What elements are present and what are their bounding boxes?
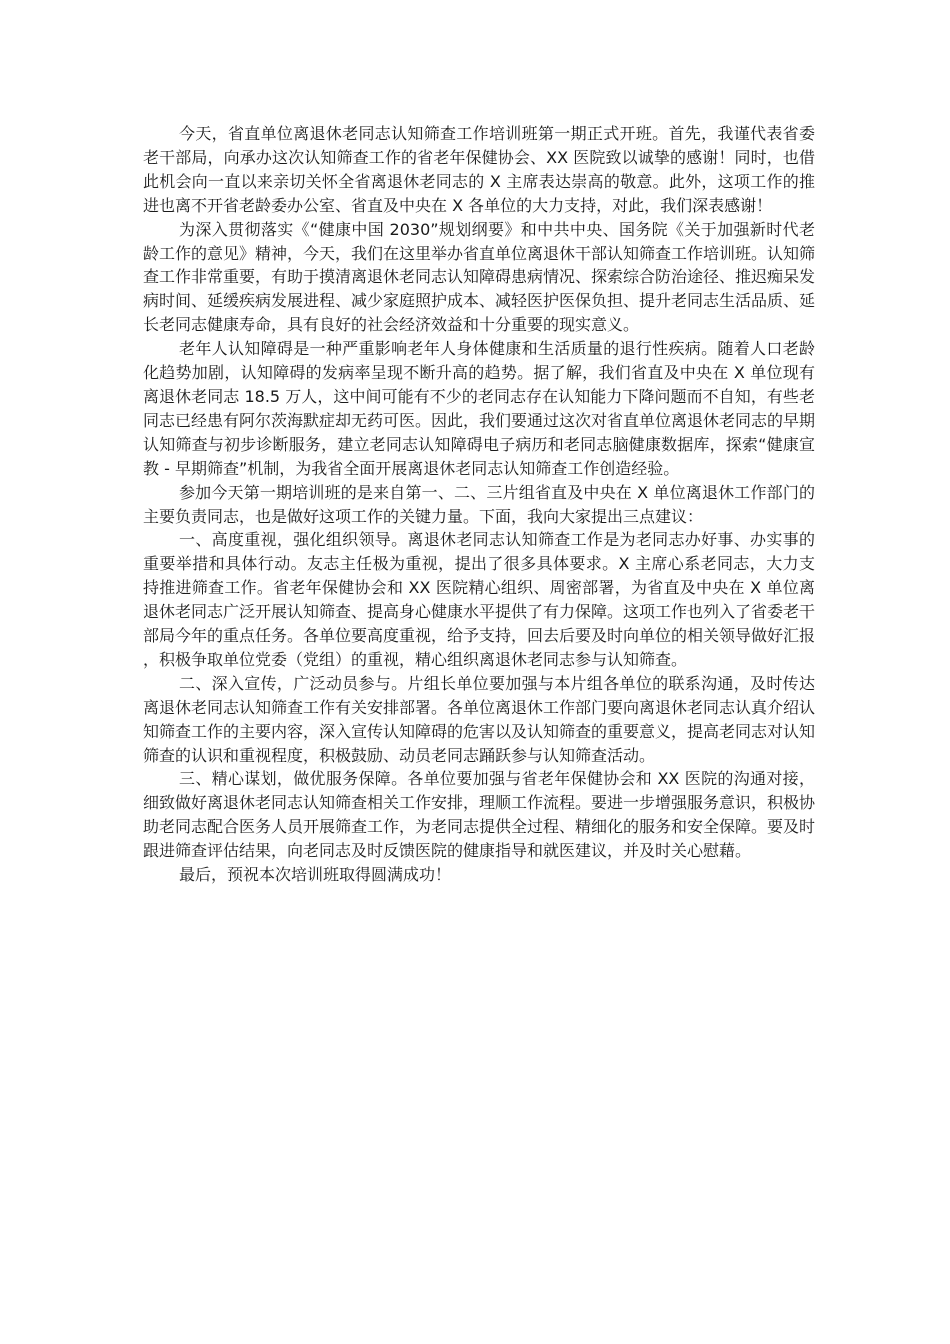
paragraph-suggestion-two: 二、深入宣传，广泛动员参与。片组长单位要加强与本片组各单位的联系沟通，及时传达离退休老同志认知筛查工作有关安排部署。各单位离退休工作部门要向离退休老同志认真介绍认知筛查工作的主要内容，深入宣传认知障碍的危害以及认知筛查的重要意义，提高老同志对认知筛查的认识和重视程度，积极鼓励、动员老同志踊跃参与认知筛查活动。: [143, 673, 816, 765]
paragraph-participants: 参加今天第一期培训班的是来自第一、二、三片组省直及中央在 X 单位离退休工作部门的主要负责同志，也是做好这项工作的关键力量。下面，我向大家提出三点建议：: [143, 482, 815, 526]
paragraph-closing: 最后，预祝本次培训班取得圆满成功！: [179, 865, 452, 885]
paragraph-background: 老年人认知障碍是一种严重影响老年人身体健康和生活质量的退行性疾病。随着人口老龄化趋势加剧，认知障碍的发病率呈现不断升高的趋势。据了解，我们省直及中央在 X 单位现有离退休老同志 18.5 万人，这中间可能有不少的老同志存在认知能力下降问题而不自知，有些老同志已经患有阿尔茨海默症却无药可医。因此，我们要通过这次对省直单位离退休老同志的早期认知筛查与初步诊断服务，建立老同志认知障碍电子病历和老同志脑健康数据库，探索“健康宣教 - 早期筛查”机制，为我省全面开展离退休老同志认知筛查工作创造经验。: [143, 339, 816, 478]
paragraph-suggestion-one: 一、高度重视，强化组织领导。离退休老同志认知筛查工作是为老同志办好事、办实事的重要举措和具体行动。友志主任极为重视，提出了很多具体要求。X 主席心系老同志，大力支持推进筛查工作。省老年保健协会和 XX 医院精心组织、周密部署，为省直及中央在 X 单位离退休老同志广泛开展认知筛查、提高身心健康水平提供了有力保障。这项工作也列入了省委老干部局今年的重点任务。各单位要高度重视，给予支持，回去后要及时向单位的相关领导做好汇报，积极争取单位党委（党组）的重视，精心组织离退休老同志参与认知筛查。: [143, 530, 816, 669]
paragraph-opening: 今天，省直单位离退休老同志认知筛查工作培训班第一期正式开班。首先，我谨代表省委老干部局，向承办这次认知筛查工作的省老年保健协会、XX 医院致以诚挚的感谢！同时，也借此机会向一直以来亲切关怀全省离退休老同志的 X 主席表达崇高的敬意。此外，这项工作的推进也离不开省老龄委办公室、省直及中央在 X 各单位的大力支持，对此，我们深表感谢！: [143, 124, 815, 215]
paragraph-purpose: 为深入贯彻落实《“健康中国 2030”规划纲要》和中共中央、国务院《关于加强新时代老龄工作的意见》精神，今天，我们在这里举办省直单位离退休干部认知筛查工作培训班。认知筛查工作非常重要，有助于摸清离退休老同志认知障碍患病情况、探索综合防治途径、推迟痴呆发病时间、延缓疾病发展进程、减少家庭照护成本、减轻医护医保负担、提升老同志生活品质、延长老同志健康寿命，具有良好的社会经济效益和十分重要的现实意义。: [143, 219, 816, 335]
paragraph-suggestion-three: 三、精心谋划，做优服务保障。各单位要加强与省老年保健协会和 XX 医院的沟通对接，细致做好离退休老同志认知筛查相关工作安排，理顺工作流程。要进一步增强服务意识，积极协助老同志配合医务人员开展筛查工作，为老同志提供全过程、精细化的服务和安全保障。要及时跟进筛查评估结果，向老同志及时反馈医院的健康指导和就医建议，并及时关心慰藉。: [143, 769, 816, 861]
document-body: [143, 122, 815, 887]
